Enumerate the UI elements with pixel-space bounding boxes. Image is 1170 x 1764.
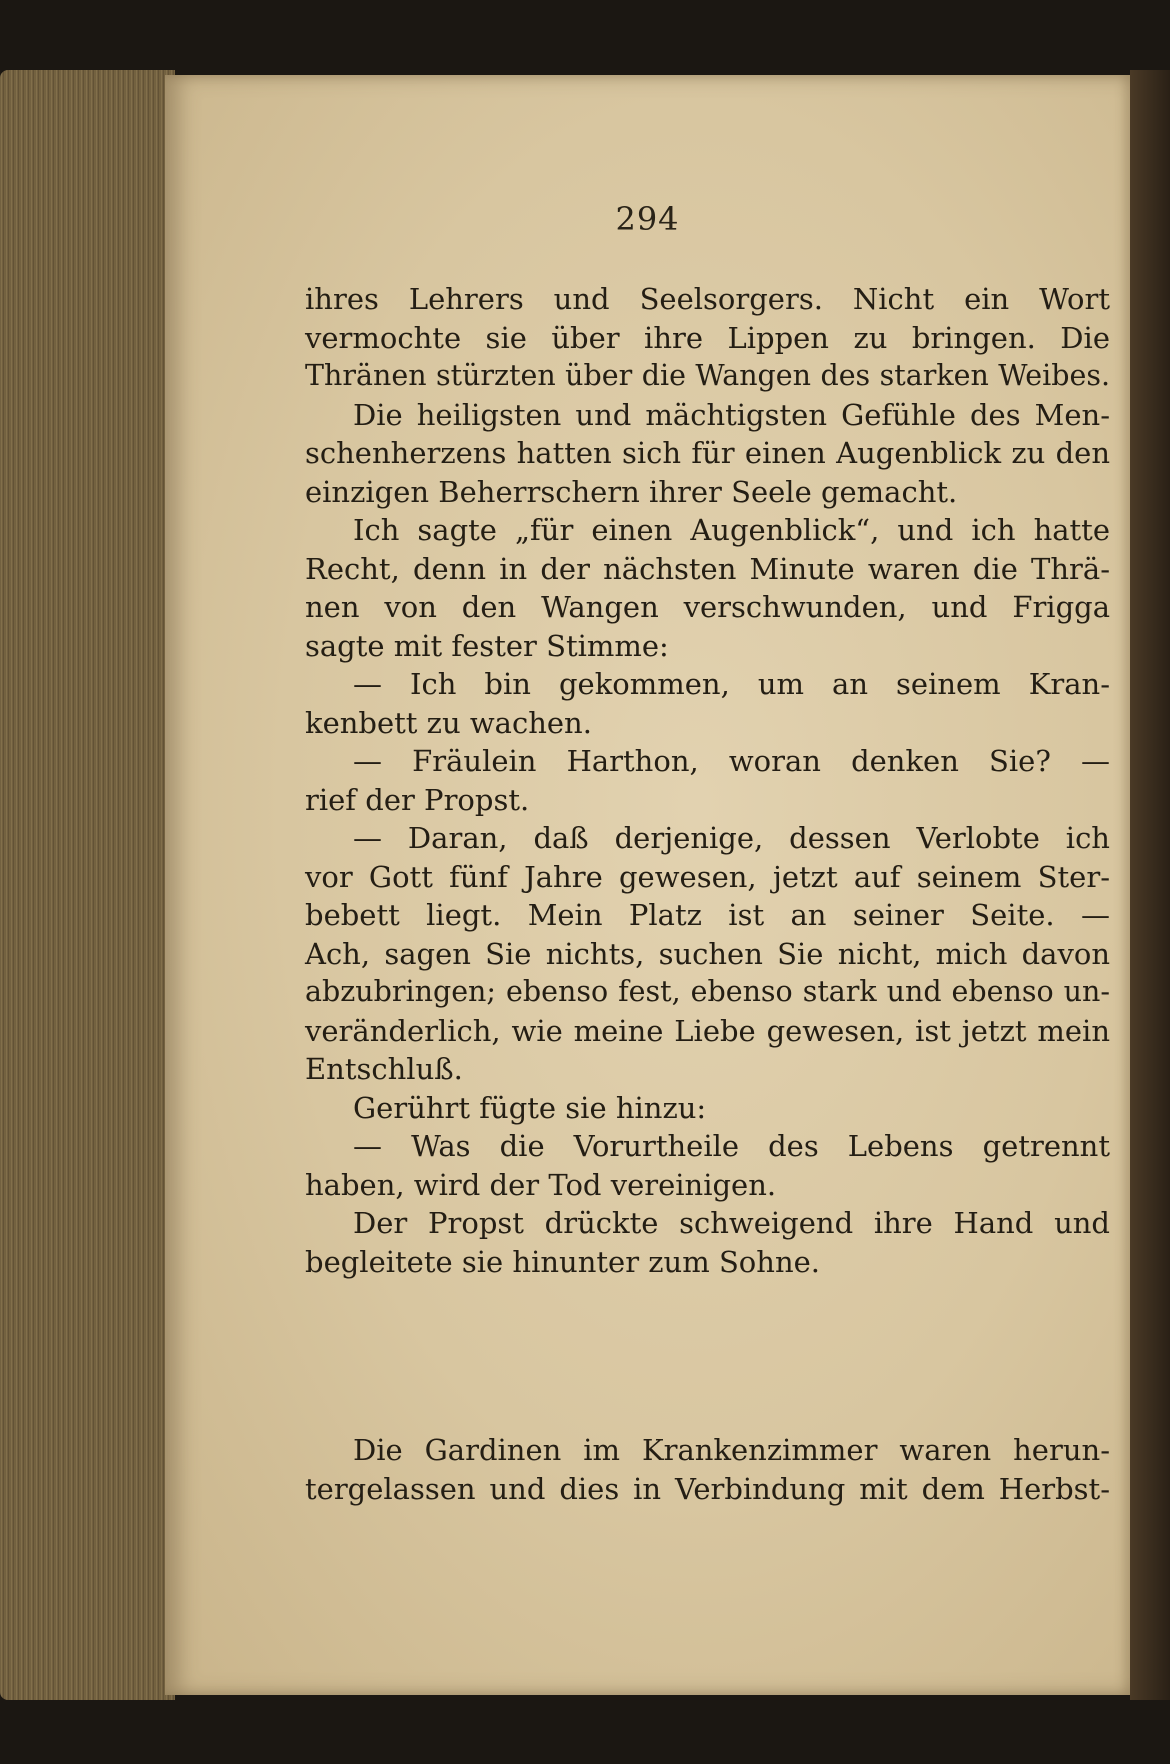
book-page	[165, 75, 1130, 1695]
text-line: Der Propst drückte schweigend ihre Hand und	[353, 1206, 1110, 1240]
text-line: Die Gardinen im Krankenzimmer waren herun-	[353, 1433, 1110, 1467]
text-line: — Fräulein Harthon, woran denken Sie? —	[353, 744, 1110, 778]
text-line: vermochte sie über ihre Lippen zu bringen. Die	[305, 320, 1110, 355]
text-line: — Ich bin gekommen, um an seinem Kran-	[353, 667, 1110, 701]
text-line: Recht, denn in der nächsten Minute waren die Thrä-	[305, 551, 1110, 586]
page-number: 294	[615, 200, 680, 238]
text-line: kenbett zu wachen.	[305, 705, 592, 740]
text-line: — Daran, daß derjenige, dessen Verlobte ich	[353, 821, 1110, 855]
text-line: rief der Propst.	[305, 782, 530, 817]
text-line: bebett liegt. Mein Platz ist an seiner Seite. —	[305, 898, 1110, 932]
page-edges	[0, 70, 175, 1700]
text-line: Gerührt fügte sie hinzu:	[353, 1090, 707, 1125]
text-line: einzigen Beherrschern ihrer Seele gemacht.	[305, 474, 958, 509]
text-line: haben, wird der Tod vereinigen.	[305, 1167, 777, 1202]
text-line: — Was die Vorurtheile des Lebens getrennt	[353, 1129, 1110, 1163]
open-book	[0, 40, 1170, 1720]
text-line: Ach, sagen Sie nichts, suchen Sie nicht, mich davon	[305, 936, 1110, 971]
text-line: sagte mit fester Stimme:	[305, 628, 669, 663]
book-cover-edge	[1130, 70, 1170, 1700]
text-line: ihres Lehrers und Seelsorgers. Nicht ein Wort	[305, 282, 1110, 316]
text-line: schenherzens hatten sich für einen Augenblick zu den	[305, 436, 1110, 470]
text-line: abzubringen; ebenso fest, ebenso stark und ebenso un-	[305, 975, 1110, 1008]
text-line: Ich sagte „für einen Augenblick“, und ich hatte	[353, 513, 1110, 547]
text-line: begleitete sie hinunter zum Sohne.	[305, 1244, 821, 1279]
text-line: Die heiligsten und mächtigsten Gefühle des Men-	[353, 397, 1110, 432]
text-line: Entschluß.	[305, 1052, 463, 1086]
text-line: veränderlich, wie meine Liebe gewesen, ist jetzt mein	[305, 1013, 1110, 1048]
text-line: tergelassen und dies in Verbindung mit dem Herbst-	[305, 1471, 1110, 1506]
text-line: Thränen stürzten über die Wangen des starken Weibes.	[305, 359, 1110, 392]
text-line: vor Gott fünf Jahre gewesen, jetzt auf seinem Ster-	[305, 859, 1110, 894]
page-text	[305, 280, 1110, 1508]
text-line: nen von den Wangen verschwunden, und Frigga	[305, 590, 1110, 624]
section-break	[305, 1281, 1110, 1431]
